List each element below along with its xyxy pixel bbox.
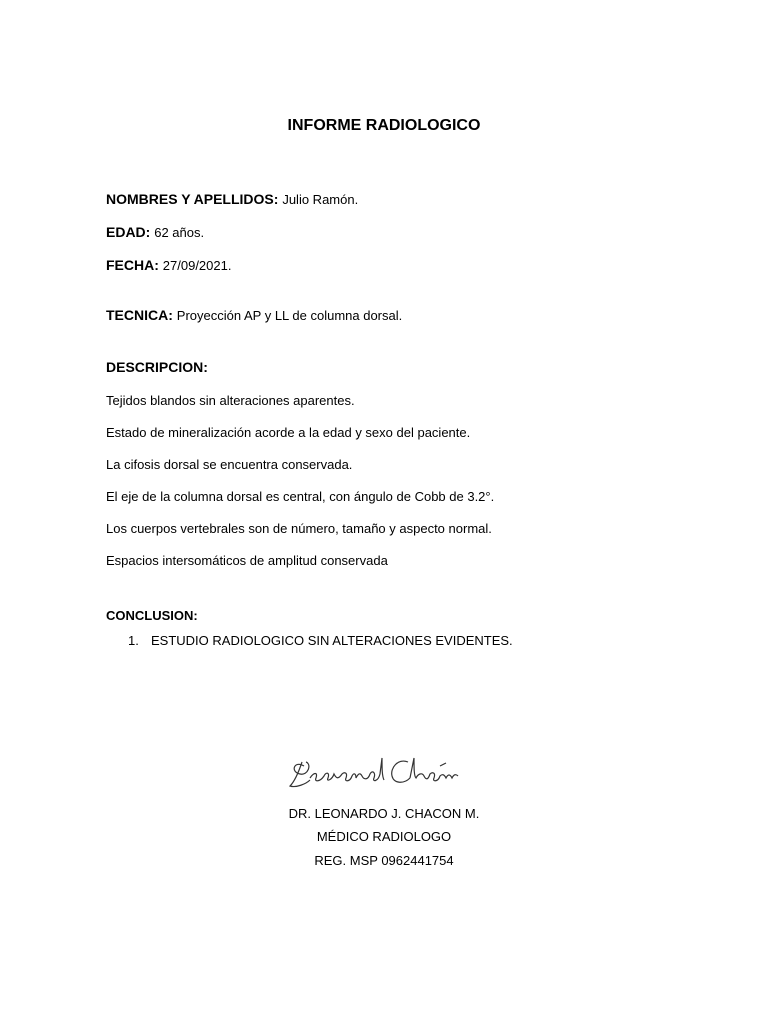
technique-value: Proyección AP y LL de columna dorsal. xyxy=(176,308,403,323)
report-date-value: 27/09/2021. xyxy=(162,258,232,273)
conclusion-item-number: 1. xyxy=(128,633,139,648)
doctor-name: DR. LEONARDO J. CHACON M. xyxy=(288,806,480,821)
patient-name-value: Julio Ramón. xyxy=(282,192,359,207)
doctor-role: MÉDICO RADIOLOGO xyxy=(316,829,452,844)
description-heading: DESCRIPCION: xyxy=(106,359,208,375)
patient-name-field xyxy=(106,191,358,207)
description-line: Tejidos blandos sin alteraciones aparentes. xyxy=(106,393,355,408)
handwritten-signature xyxy=(286,752,466,794)
patient-age-field xyxy=(106,224,204,240)
patient-age-value: 62 años. xyxy=(154,225,205,240)
patient-age-label: EDAD: xyxy=(106,224,151,240)
conclusion-item-text: ESTUDIO RADIOLOGICO SIN ALTERACIONES EVIDENTES. xyxy=(151,633,513,648)
conclusion-heading: CONCLUSION: xyxy=(106,608,198,623)
report-date-field xyxy=(106,257,231,273)
technique-label: TECNICA: xyxy=(106,307,173,323)
description-line: El eje de la columna dorsal es central, con ángulo de Cobb de 3.2°. xyxy=(106,489,495,504)
description-line: La cifosis dorsal se encuentra conservada. xyxy=(106,457,353,472)
report-title: INFORME RADIOLOGICO xyxy=(287,117,481,134)
description-line: Los cuerpos vertebrales son de número, tamaño y aspecto normal. xyxy=(106,521,492,536)
description-line: Espacios intersomáticos de amplitud conservada xyxy=(106,553,388,568)
doctor-registration: REG. MSP 0962441754 xyxy=(314,853,454,868)
technique-field xyxy=(106,307,402,323)
description-line: Estado de mineralización acorde a la edad y sexo del paciente. xyxy=(106,425,471,440)
patient-name-label: NOMBRES Y APELLIDOS: xyxy=(106,191,279,207)
report-date-label: FECHA: xyxy=(106,257,159,273)
conclusion-item xyxy=(128,633,513,648)
